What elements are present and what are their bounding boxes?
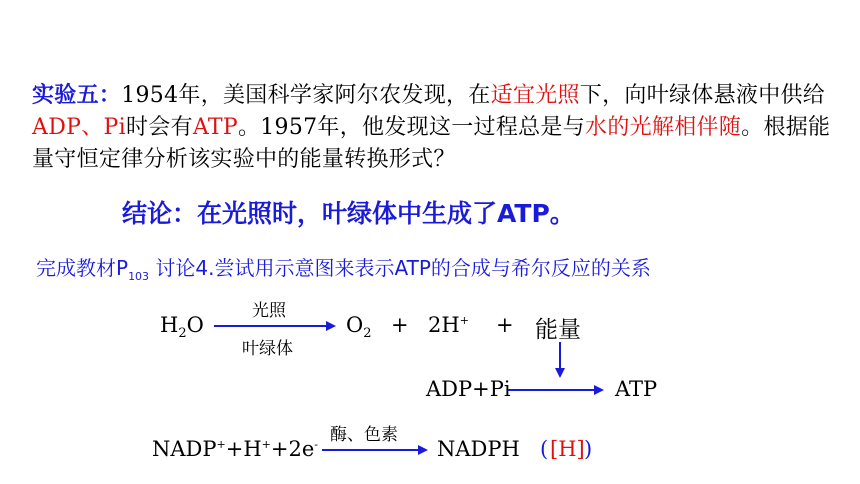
bracket-close: ) (584, 437, 593, 461)
electron-text: +2e (270, 437, 315, 461)
arrow-right-icon (214, 320, 336, 332)
task-pre: 完成教材P (36, 256, 129, 280)
reduced-hydrogen-label: [H] (550, 437, 585, 461)
plus-sign-2: + (496, 313, 514, 337)
arrow1-label-light: 光照 (252, 301, 286, 321)
plus-sign-1: + (391, 313, 409, 337)
arrow-down-icon (554, 342, 566, 378)
h-charge: + (261, 438, 271, 451)
arrow1-label-chloroplast: 叶绿体 (242, 339, 293, 359)
arrow-right-icon (508, 384, 604, 396)
text-1954: 1954年，美国科学家阿尔农发现，在 (121, 83, 491, 108)
water-o: O (186, 313, 204, 337)
experiment-heading: 实验五： (32, 83, 122, 108)
task-post: 讨论4.尝试用示意图来表示ATP的合成与希尔反应的关系 (149, 256, 651, 280)
oxygen-subscript: 2 (363, 326, 372, 342)
water-h-subscript: 2 (178, 326, 187, 342)
bracket-open: ( (540, 437, 549, 461)
text-question: 。根据能量守恒定律分析该实验中的能量转换形式？ (32, 115, 831, 172)
task-instruction (36, 252, 651, 283)
water-formula (160, 313, 204, 341)
electron-charge: - (314, 438, 318, 451)
oxygen-o: O (346, 313, 364, 337)
experiment-paragraph (32, 80, 832, 176)
highlight-adp-pi: ADP、Pi (32, 115, 126, 140)
text-supply: 下，向叶绿体悬液中供给 (579, 83, 826, 108)
conclusion-text: 结论：在光照时，叶绿体中生成了ATP。 (122, 199, 575, 228)
arrow-right-icon (322, 444, 428, 456)
proton-charge: + (459, 314, 469, 327)
proton-h: 2H (428, 313, 460, 337)
nadph-label: NADPH (437, 437, 520, 461)
highlight-water-photolysis: 水的光解相伴随 (585, 115, 742, 140)
text-1957: 。1957年，他发现这一过程总是与 (237, 115, 586, 140)
task-page-number: 103 (128, 270, 150, 283)
energy-label: 能量 (535, 317, 581, 343)
adp-pi-label: ADP+Pi (426, 377, 511, 401)
text-will-have: 时会有 (125, 115, 193, 140)
plus-h-text: +H (225, 437, 262, 461)
nadp-charge: + (216, 438, 226, 451)
atp-label: ATP (615, 377, 658, 401)
highlight-atp: ATP (192, 115, 238, 140)
water-h: H (160, 313, 179, 337)
arrow3-label-enzyme-pigment: 酶、色素 (330, 425, 398, 445)
nadp-formula (152, 437, 318, 461)
proton-formula (428, 313, 469, 337)
nadp-text: NADP (152, 437, 217, 461)
oxygen-formula (346, 313, 372, 341)
highlight-light: 适宜光照 (490, 83, 580, 108)
